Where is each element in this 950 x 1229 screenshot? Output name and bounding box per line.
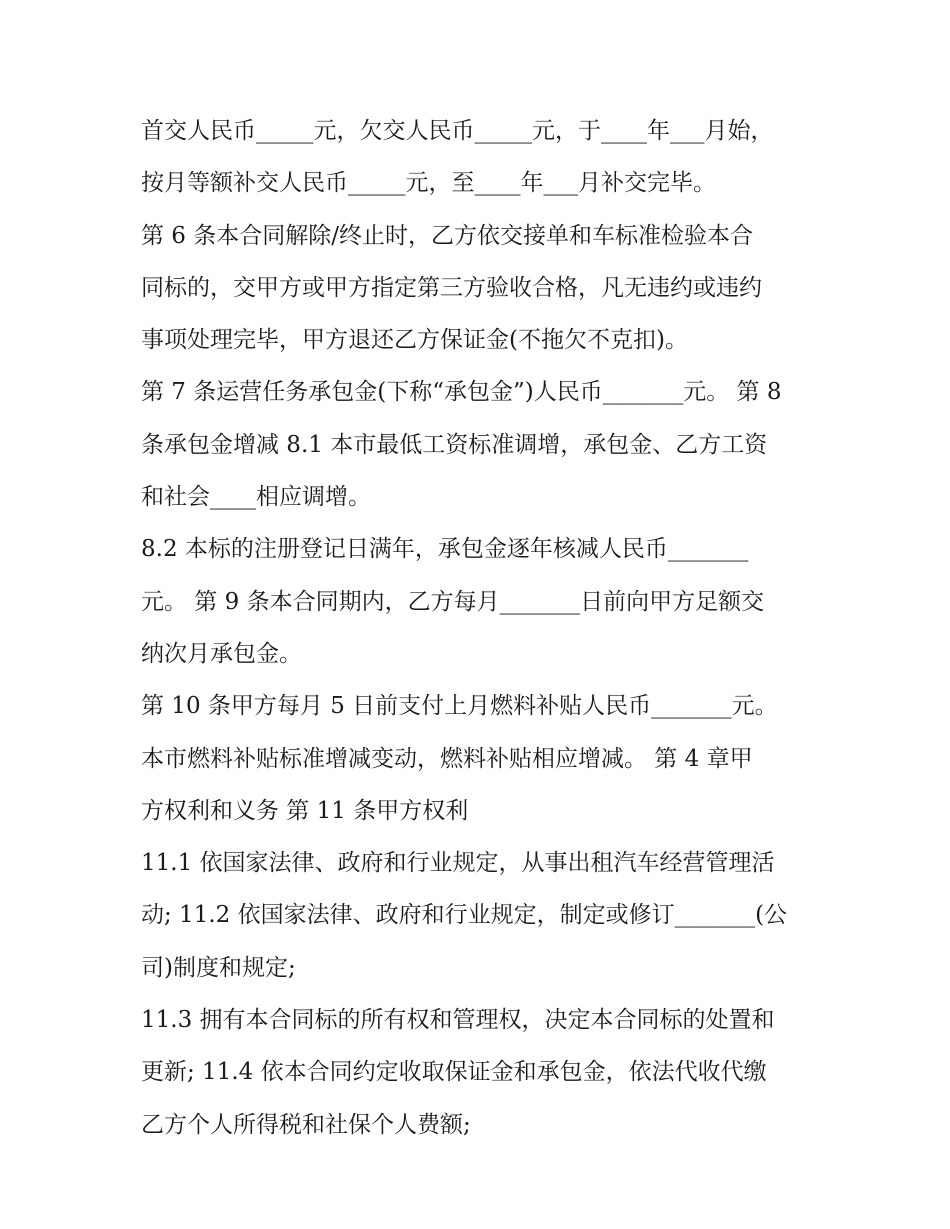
text-line: 8.2 本标的注册登记日满年，承包金逐年核减人民币_______ [141, 536, 749, 563]
text-line: 首交人民币_____元，欠交人民币_____元，于____年___月始， [141, 118, 774, 144]
text-line: 第 6 条本合同解除/终止时，乙方依交接单和车标准检验本合 [141, 222, 754, 249]
text-line: 按月等额补交人民币_____元，至____年___月补交完毕。 [141, 170, 716, 197]
text-line: 元。 第 9 条本合同期内，乙方每月_______日前向甲方足额交 [141, 588, 765, 615]
text-line: 更新; 11.4 依本合同约定收取保证金和承包金，依法代收代缴 [141, 1059, 767, 1086]
document-body [141, 105, 821, 1151]
text-line: 事项处理完毕，甲方退还乙方保证金(不拖欠不克扣)。 [141, 327, 688, 354]
text-line: 第 7 条运营任务承包金(下称“承包金”)人民币_______元。 第 8 [141, 379, 782, 406]
text-line: 条承包金增减 8.1 本市最低工资标准调增，承包金、乙方工资 [141, 431, 768, 458]
text-line: 本市燃料补贴标准增减变动，燃料补贴相应增减。 第 4 章甲 [141, 745, 753, 772]
text-line: 司)制度和规定; [141, 954, 296, 981]
text-line: 第 10 条甲方每月 5 日前支付上月燃料补贴人民币_______元。 [141, 693, 778, 720]
text-line: 同标的，交甲方或甲方指定第三方验收合格，凡无违约或违约 [141, 274, 762, 301]
text-line: 11.1 依国家法律、政府和行业规定，从事出租汽车经营管理活 [141, 850, 775, 877]
text-line: 11.3 拥有本合同标的所有权和管理权，决定本合同标的处置和 [141, 1007, 775, 1034]
text-line: 方权利和义务 第 11 条甲方权利 [141, 797, 469, 824]
text-line: 动; 11.2 依国家法律、政府和行业规定，制定或修订_______(公 [141, 902, 788, 929]
text-line: 乙方个人所得税和社保个人费额; [141, 1111, 471, 1138]
text-line: 纳次月承包金。 [141, 640, 302, 667]
text-line: 和社会____相应调增。 [141, 484, 371, 511]
